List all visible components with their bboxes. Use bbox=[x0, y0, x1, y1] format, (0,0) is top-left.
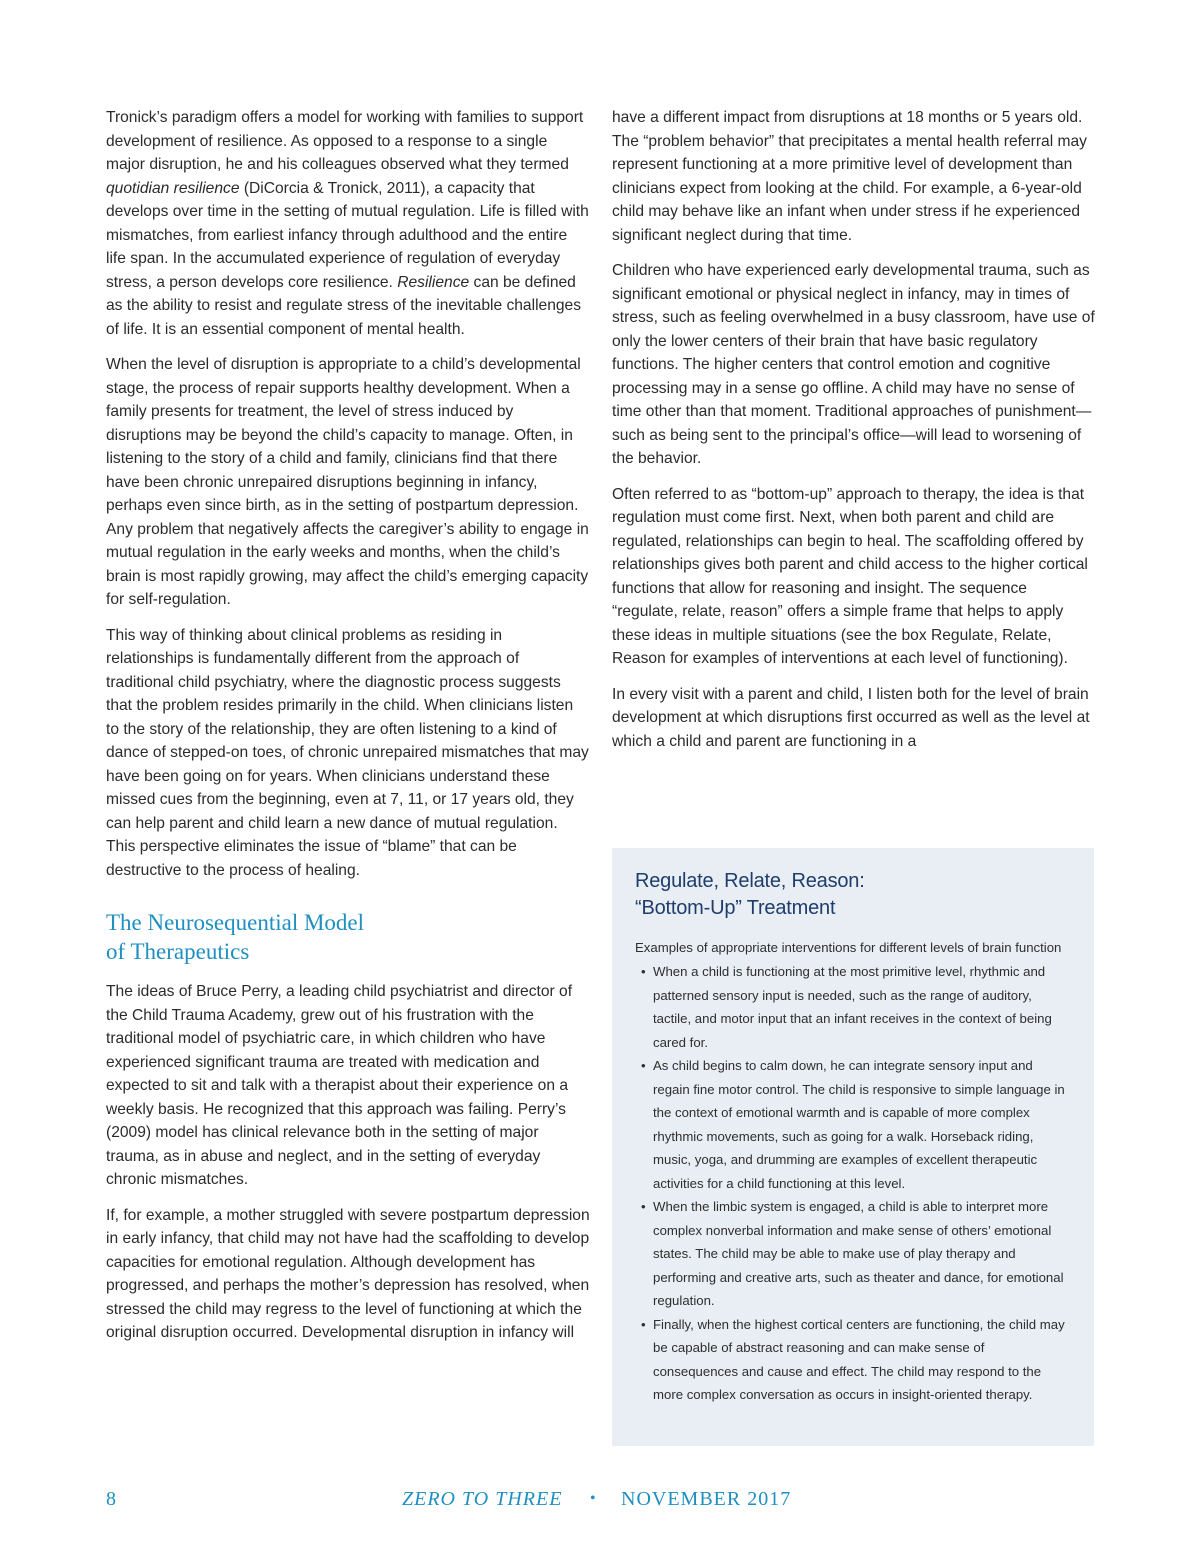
paragraph-perry: The ideas of Bruce Perry, a leading child psychiatrist and director of the Child Trauma Academy, grew out of his frustration with the traditional model of psychiatric care, in which children who have experienced significant trauma are treated with medication and expected to sit and talk with a therapist about their experience on a weekly basis. He recognized that this approach was failing. Perry’s (2009) model has clinical relevance both in the setting of major trauma, as in abuse and neglect, and in the setting of everyday chronic mismatches. bbox=[106, 983, 573, 1188]
paragraph-postpartum: If, for example, a mother struggled with severe postpartum depression in early infancy, that child may not have had the scaffolding to develop capacities for emotional regulation. Although development has progressed, and perhaps the mother’s depression has resolved, when stressed the child may regress to the level of functioning at which the original disruption occurred. Developmental disruption in infancy will bbox=[106, 1206, 590, 1341]
term-resilience: Resilience bbox=[397, 273, 470, 291]
term-quotidian-resilience: quotidian resilience bbox=[106, 179, 240, 197]
footer-separator: • bbox=[590, 1490, 596, 1507]
section-heading bbox=[106, 908, 590, 966]
list-item bbox=[635, 1195, 1072, 1313]
left-column bbox=[106, 106, 590, 1357]
right-column bbox=[612, 106, 1096, 765]
journal-name: ZERO TO THREE bbox=[402, 1488, 563, 1510]
list-item bbox=[635, 960, 1072, 1054]
list-item bbox=[635, 1054, 1072, 1195]
sidebar-box bbox=[612, 848, 1094, 1446]
list-item-text: Finally, when the highest cortical centers are functioning, the child may be capable of abstract reasoning and can make sense of consequences and cause and effect. The child may respond to the more complex conversation as occurs in insight-oriented therapy. bbox=[653, 1316, 1065, 1402]
section-heading-line2: of Therapeutics bbox=[106, 939, 250, 964]
list-item-text: When a child is functioning at the most primitive level, rhythmic and patterned sensory input is needed, such as the range of auditory, tactile, and motor input that an infant receives in the context of being cared for. bbox=[653, 964, 1052, 1050]
paragraph-bottom-up: Often referred to as “bottom-up” approach to therapy, the idea is that regulation must come first. Next, when both parent and child are regulated, relationships can begin to heal. The scaffolding offered by relationships gives both parent and child access to the higher cortical functions that allow for reasoning and insight. The sequence “regulate, relate, reason” offers a simple frame that helps to apply these ideas in multiple situations (see the box Regulate, Relate, Reason for examples of interventions at each level of functioning). bbox=[612, 485, 1088, 667]
paragraph-resilience bbox=[106, 106, 590, 341]
issue-date: NOVEMBER 2017 bbox=[621, 1488, 792, 1510]
box-title bbox=[635, 868, 1072, 922]
paragraph-impact: have a different impact from disruptions at 18 months or 5 years old. The “problem behavior” that precipitates a mental health referral may represent functioning at a more primitive level of development than clinicians expect from looking at the child. For example, a 6-year-old child may behave like an infant when under stress if he experienced significant neglect during that time. bbox=[612, 109, 1087, 244]
list-item-text: When the limbic system is engaged, a child is able to interpret more complex nonverbal information and make sense of others’ emotional states. The child may be able to make use of play therapy and performing and creative arts, such as theater and dance, for emotional regulation. bbox=[653, 1199, 1064, 1308]
paragraph-trauma: Children who have experienced early developmental trauma, such as significant emotional or physical neglect in infancy, may in times of stress, such as feeling overwhelmed in a busy classroom, have use of only the lower centers of their brain that have basic regulatory functions. The higher centers that control emotion and cognitive processing may in a sense go offline. A child may have no sense of time other than that moment. Traditional approaches of punishment—such as being sent to the principal’s office—will lead to worsening of the behavior. bbox=[612, 262, 1095, 467]
list-item bbox=[635, 1313, 1072, 1407]
box-title-line2: “Bottom-Up” Treatment bbox=[635, 897, 836, 919]
paragraph-text: Tronick’s paradigm offers a model for working with families to support development of resilience. As opposed to a response to a single major disruption, he and his colleagues observed what they termed bbox=[106, 109, 584, 173]
box-title-line1: Regulate, Relate, Reason: bbox=[635, 870, 865, 892]
paragraph-relationships: This way of thinking about clinical problems as residing in relationships is fundamentally different from the approach of traditional child psychiatry, where the diagnostic process suggests that the problem resides primarily in the child. When clinicians listen to the story of the relationship, they are often listening to a kind of dance of stepped-on toes, of chronic unrepaired mismatches that may have been going on for years. When clinicians understand these missed cues from the beginning, even at 7, 11, or 17 years old, they can help parent and child learn a new dance of mutual regulation. This perspective eliminates the issue of “blame” that can be destructive to the process of healing. bbox=[106, 626, 589, 879]
bullet-icon: • bbox=[641, 1058, 646, 1073]
bullet-icon: • bbox=[641, 1316, 646, 1332]
bullet-icon: • bbox=[641, 964, 646, 979]
paragraph-visit: In every visit with a parent and child, I listen both for the level of brain development at which disruptions first occurred as well as the level at which a child and parent are functioning in a bbox=[612, 685, 1090, 750]
page-footer bbox=[0, 1488, 1200, 1518]
list-item-text: As child begins to calm down, he can integrate sensory input and regain fine motor control. The child is responsive to simple language in the context of emotional warmth and is capable of more complex rhythmic movements, such as going for a walk. Horseback riding, music, yoga, and drumming are examples of excellent therapeutic activities for a child functioning at this level. bbox=[653, 1058, 1065, 1191]
paragraph-text: (DiCorcia & Tronick, 2011), a capacity that develops over time in the setting of mutual regulation. Life is filled with mismatches, from earliest infancy through adulthood and the entire life span. In the accumulated experience of regulation of everyday stress, a person develops core resilience. bbox=[106, 179, 589, 291]
paragraph-text: can be defined as the ability to resist and regulate stress of the inevitable challenges of life. It is an essential component of mental health. bbox=[106, 273, 582, 338]
page-number: 8 bbox=[106, 1488, 116, 1510]
box-list bbox=[635, 960, 1072, 1407]
section-heading-line1: The Neurosequential Model bbox=[106, 910, 365, 935]
paragraph-disruption: When the level of disruption is appropriate to a child’s developmental stage, the process of repair supports healthy development. When a family presents for treatment, the level of stress induced by disruptions may be beyond the child’s capacity to manage. Often, in listening to the story of a child and family, clinicians find that there have been chronic unrepaired disruptions beginning in infancy, perhaps even since birth, as in the setting of postpartum depression. Any problem that negatively affects the caregiver’s ability to engage in mutual regulation in the early weeks and months, when the child’s brain is most rapidly growing, may affect the child’s emerging capacity for self-regulation. bbox=[106, 356, 589, 608]
bullet-icon: • bbox=[641, 1199, 646, 1214]
box-intro: Examples of appropriate interventions for different levels of brain function bbox=[635, 940, 1062, 955]
